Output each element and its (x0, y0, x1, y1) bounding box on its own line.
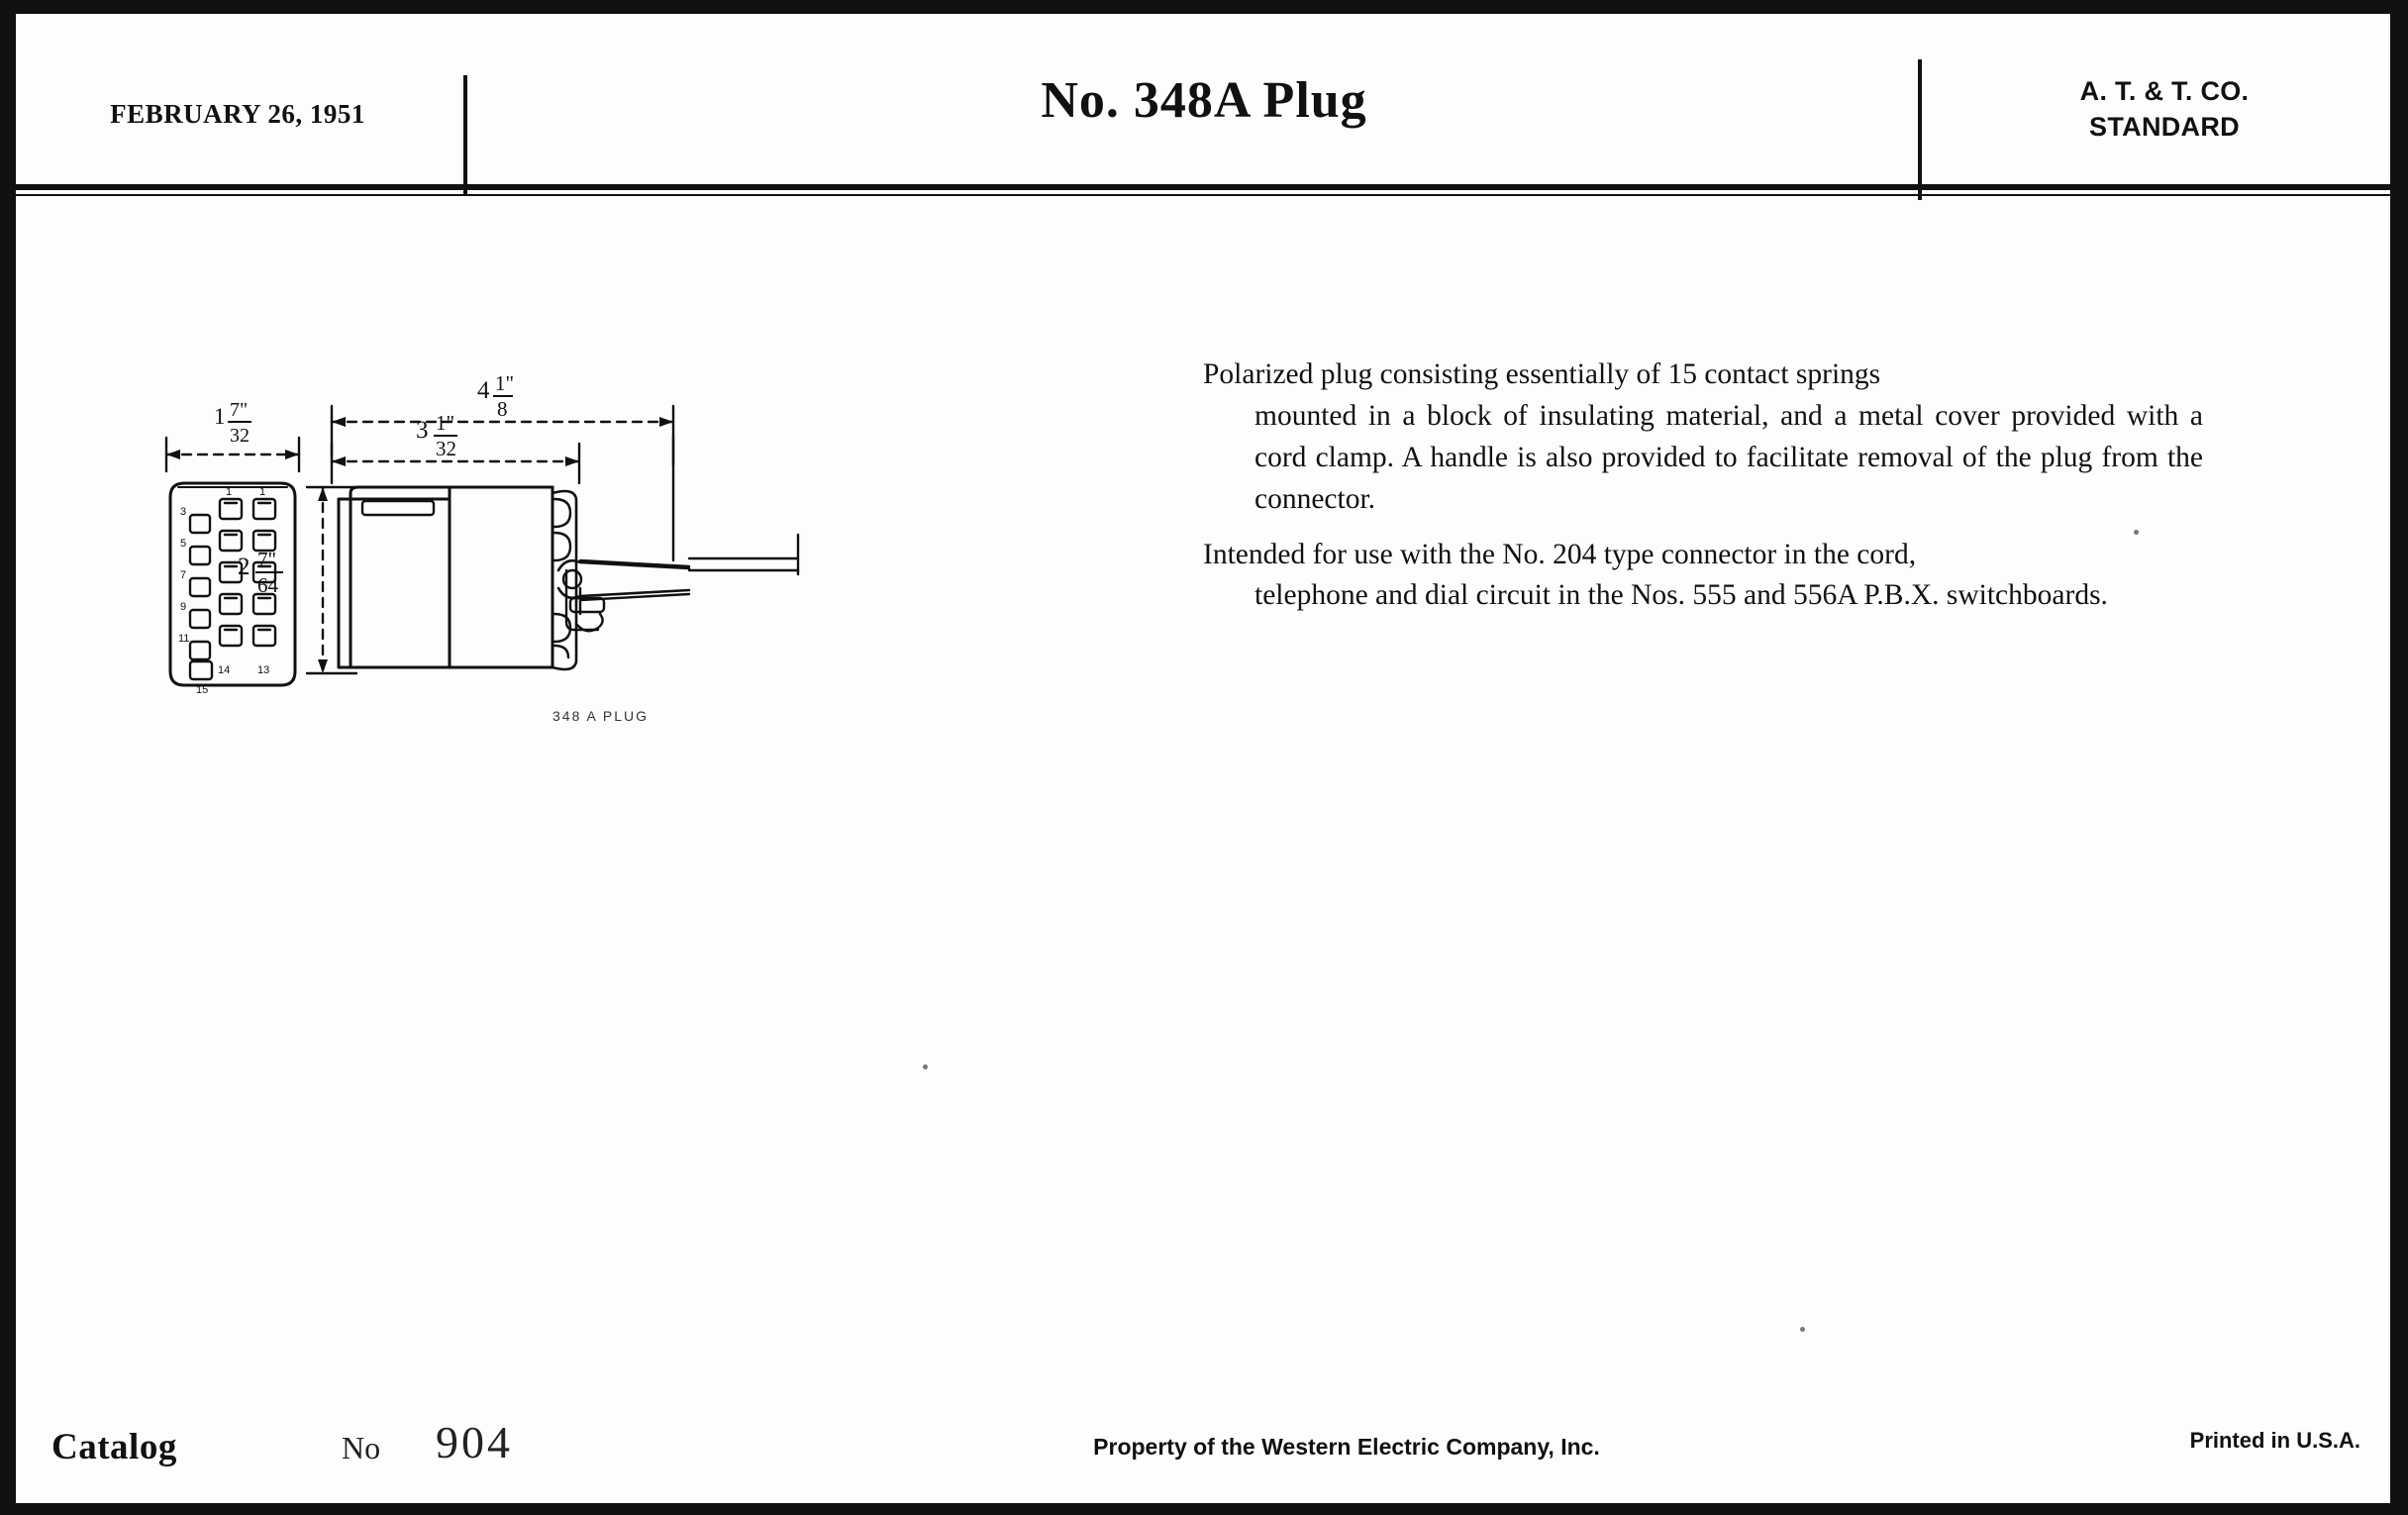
contact-label-15: 15 (196, 684, 209, 696)
scan-speck (923, 1064, 928, 1069)
contact-label-13: 13 (257, 664, 270, 676)
dim-front-width-num: 7" (230, 399, 249, 421)
page-header (16, 14, 2390, 186)
footer-printed-notice: Printed in U.S.A. (2189, 1428, 2360, 1453)
plug-drawing (119, 376, 1208, 852)
drawing-caption: 348 A PLUG (552, 708, 650, 724)
plug-drawing-svg (119, 376, 1208, 852)
scan-edge-bottom (0, 1503, 2408, 1515)
footer-no-label: No (342, 1430, 381, 1465)
description-block (1203, 354, 2203, 631)
dim-overall-num: 1" (495, 376, 515, 395)
contact-label-2: 1 (259, 486, 266, 498)
contact-label-3: 3 (180, 506, 187, 518)
contact-label-1: 1 (226, 486, 233, 498)
footer-catalog-number: 904 (436, 1417, 513, 1467)
footer-property-notice: Property of the Western Electric Company, Inc. (1093, 1434, 1600, 1460)
contact-label-14: 14 (218, 664, 231, 676)
dim-body-whole: 3 (416, 417, 429, 444)
dim-front-width-den: 32 (230, 425, 250, 447)
header-divider-left (463, 75, 467, 194)
header-divider-right (1918, 59, 1922, 200)
scan-edge-top (0, 0, 2408, 14)
scan-speck (2134, 530, 2139, 535)
contact-label-5: 5 (180, 538, 187, 550)
dim-height-num: 7" (257, 548, 277, 571)
dim-overall-den: 8 (497, 397, 508, 421)
dim-body-den: 32 (436, 437, 456, 460)
header-rule-thick (16, 184, 2390, 190)
page-title: No. 348A Plug (1041, 72, 1367, 129)
header-company (1947, 73, 2382, 146)
dim-height-den: 64 (257, 573, 278, 597)
scan-speck (1800, 1327, 1805, 1332)
description-paragraph-1-rest: mounted in a block of insulating material, and a metal cover provided with a cord clamp. A handle is also provided to facilitate removal of the plug from the connector. (1254, 399, 2203, 515)
description-paragraph-1 (1203, 354, 2203, 521)
contact-label-9: 9 (180, 601, 187, 613)
dim-height-whole: 2 (238, 554, 251, 580)
description-paragraph-2-rest: telephone and dial circuit in the Nos. 555 and 556A P.B.X. switchboards. (1254, 579, 2108, 612)
contact-label-7: 7 (180, 569, 187, 581)
header-date: FEBRUARY 26, 1951 (110, 99, 365, 129)
description-paragraph-2 (1203, 535, 2203, 618)
scan-edge-right (2390, 0, 2408, 1515)
description-paragraph-2-lead: Intended for use with the No. 204 type connector in the cord, (1203, 538, 1917, 570)
dim-body-num: 1" (436, 411, 455, 435)
contact-label-11: 11 (178, 633, 190, 645)
dim-overall-whole: 4 (477, 377, 490, 404)
dim-front-width-whole: 1 (214, 404, 226, 429)
header-company-line2: STANDARD (2089, 112, 2240, 143)
header-rule-thin (16, 194, 2390, 196)
description-paragraph-1-lead: Polarized plug consisting essentially of 15 contact springs (1203, 358, 1881, 390)
footer-catalog-label: Catalog (51, 1427, 177, 1467)
scan-edge-left (0, 0, 16, 1515)
header-company-line1: A. T. & T. CO. (2079, 76, 2250, 106)
